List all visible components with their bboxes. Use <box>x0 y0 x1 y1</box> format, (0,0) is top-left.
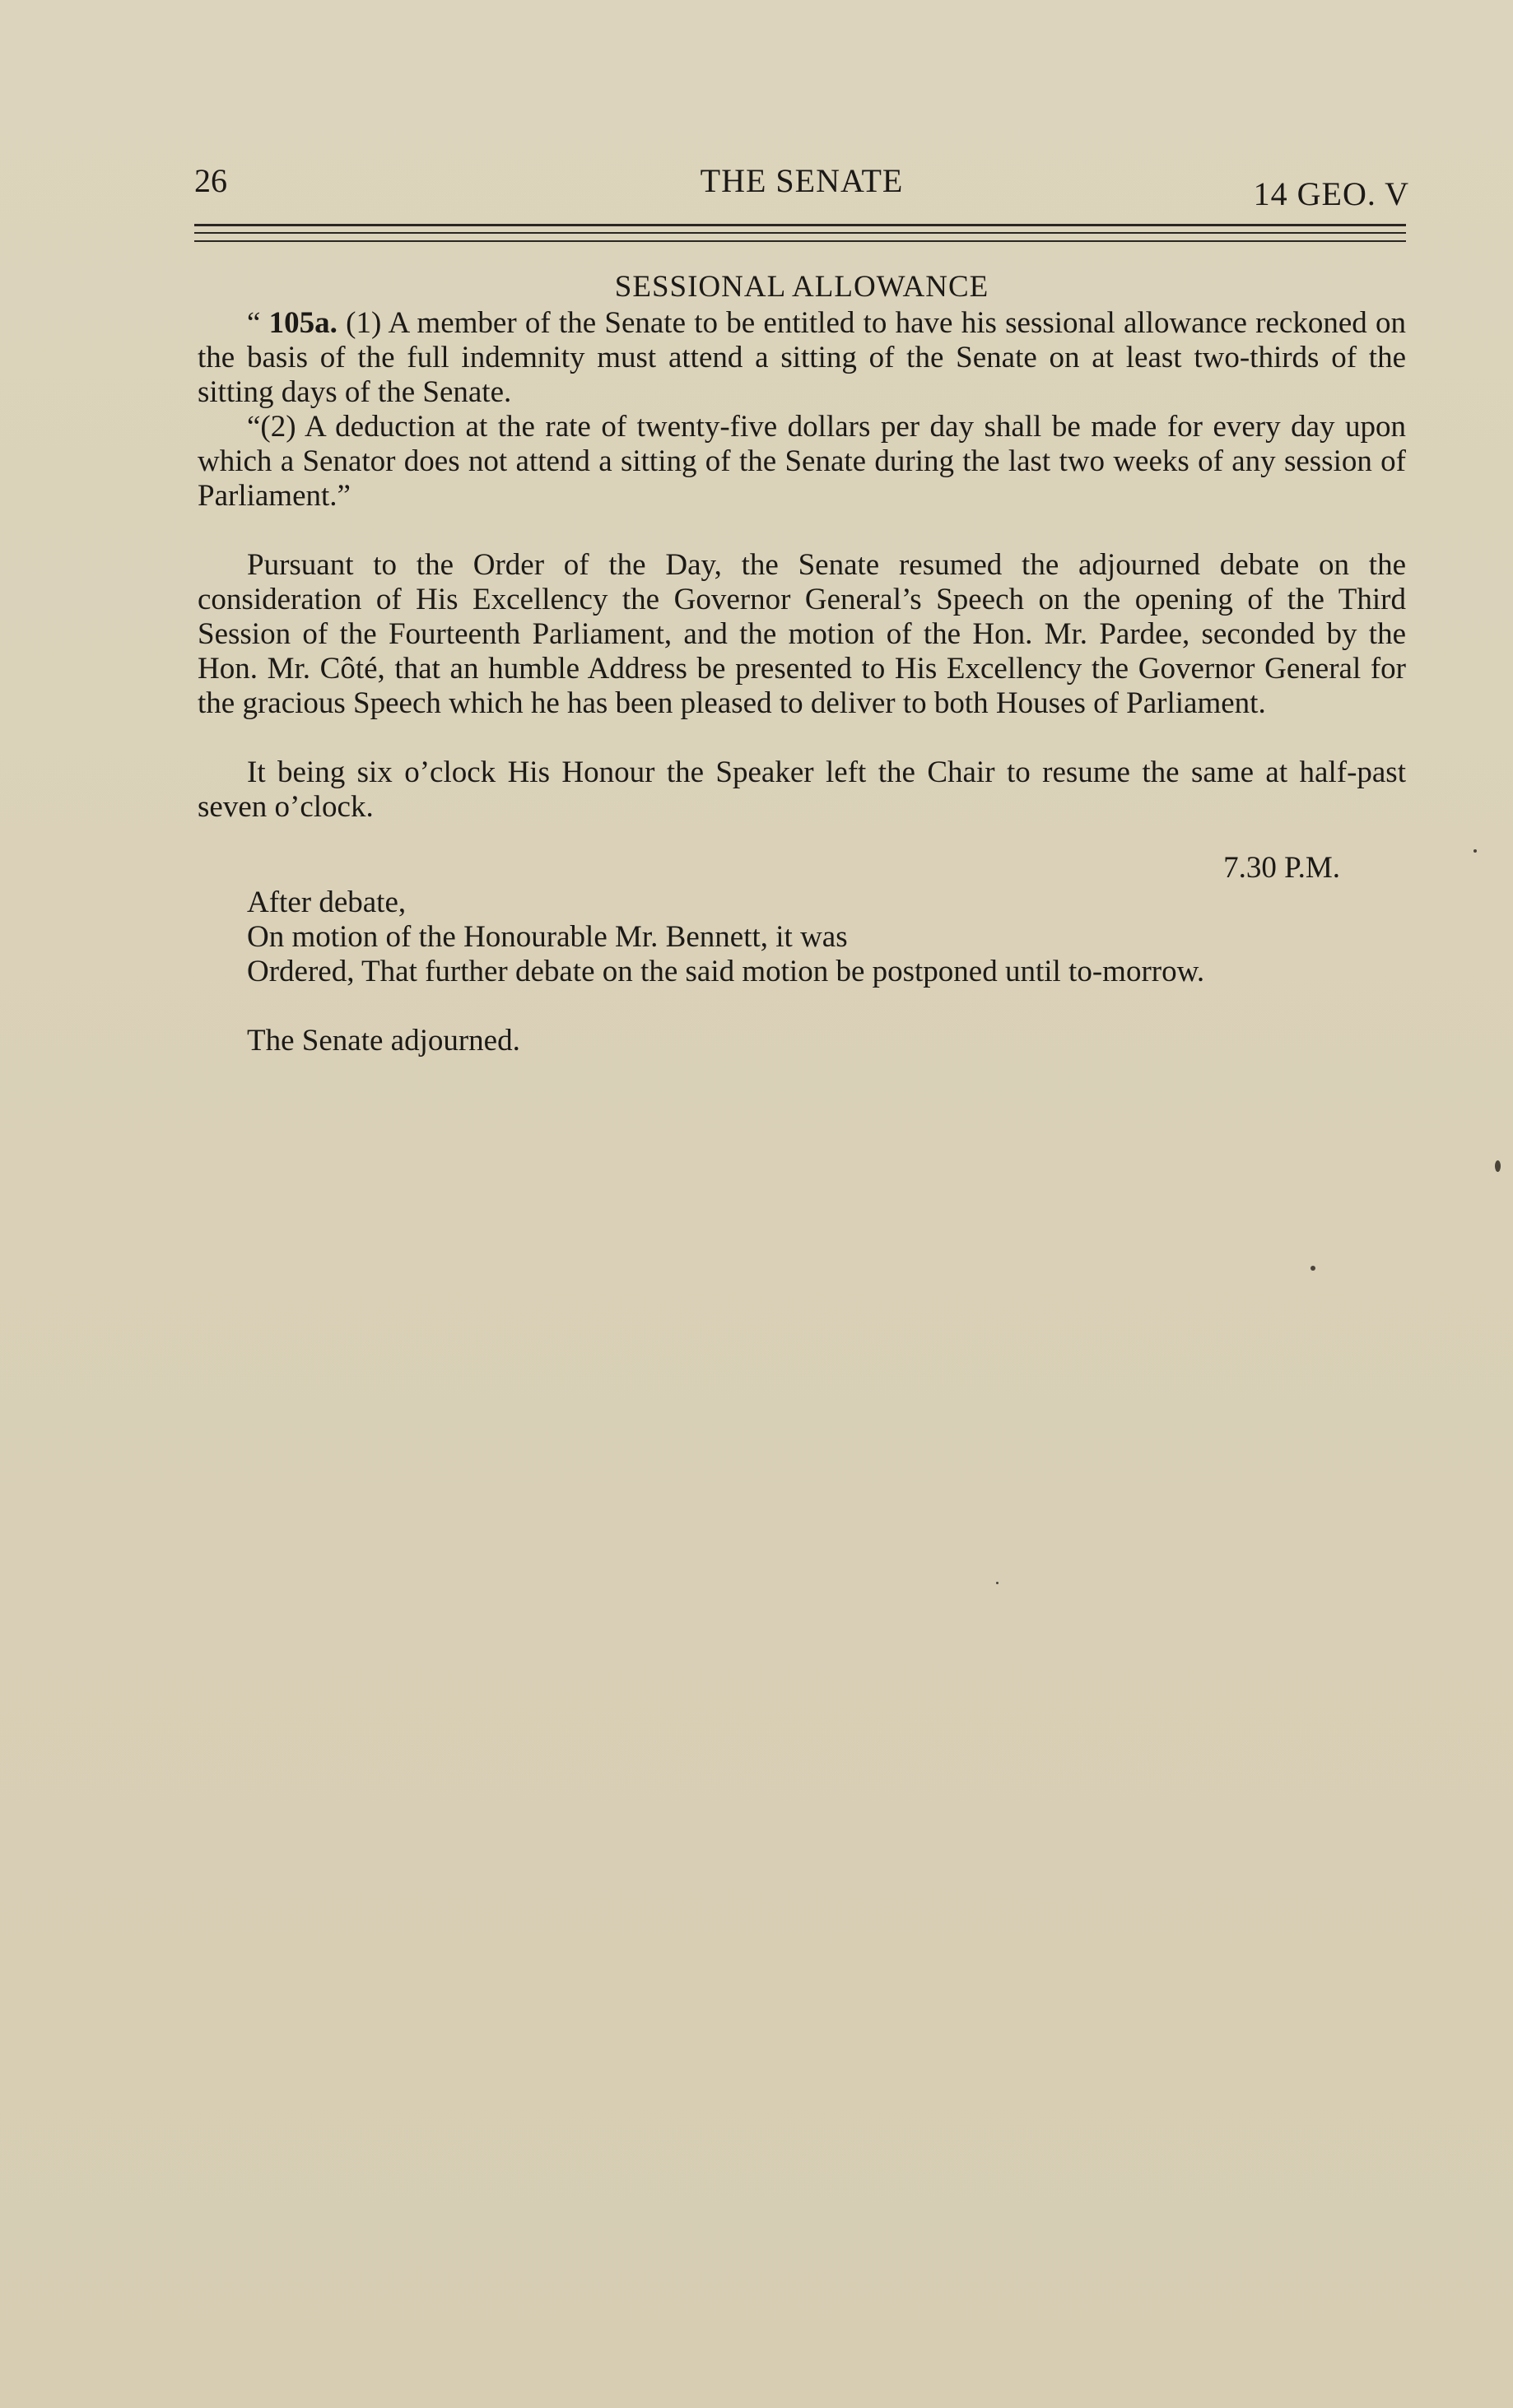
header-rule <box>194 232 1406 234</box>
spacer <box>198 989 1406 1024</box>
page-header <box>194 161 1409 211</box>
paper-speck <box>1310 1266 1315 1271</box>
spacer <box>198 514 1406 548</box>
rule-105a-paragraph-1 <box>198 306 1406 410</box>
quote-mark: “ <box>247 306 269 340</box>
on-motion-line: On motion of the Honourable Mr. Bennett, it was <box>247 920 848 954</box>
page-number: 26 <box>194 162 227 199</box>
journal-body <box>198 270 1406 1058</box>
adjourned-line: The Senate adjourned. <box>247 1024 520 1058</box>
rule-number: 105a. <box>268 306 338 340</box>
header-rule <box>194 224 1406 226</box>
time-stamp: 7.30 P.M. <box>1223 851 1340 885</box>
spacer <box>198 721 1406 755</box>
rule-text: (1) A member of the Senate to be entitled to have his sessional allowance reckoned on the basis of the full indemnity must attend a sitting of the Senate on at least two-thirds of the sitting days of the Senate. <box>198 306 1406 409</box>
paper-speck <box>1495 1160 1501 1172</box>
paper-speck <box>1473 849 1477 853</box>
header-rule <box>194 240 1406 242</box>
section-heading: SESSIONAL ALLOWANCE <box>614 270 989 304</box>
ordered-paragraph: Ordered, That further debate on the said motion be postponed until to-morrow. <box>247 955 1205 988</box>
debate-paragraph: Pursuant to the Order of the Day, the Senate resumed the adjourned debate on the consideration of His Excellency the Governor General’s Speech on the opening of the Third Session of the Fourteenth Parliament, and the motion of the Hon. Mr. Pardee, seconded by the Hon. Mr. Côté, that an humble Address be presented to His Excellency the Governor General for the gracious Speech which he has been pleased to deliver to both Houses of Parliament. <box>198 548 1406 720</box>
after-debate-line: After debate, <box>247 886 407 919</box>
paper-speck <box>996 1582 999 1584</box>
six-oclock-paragraph: It being six o’clock His Honour the Speaker left the Chair to resume the same at half-past seven o’clock. <box>198 755 1406 824</box>
running-title: THE SENATE <box>700 162 904 199</box>
spacer <box>198 825 1406 851</box>
rule-105a-paragraph-2: “(2) A deduction at the rate of twenty-five dollars per day shall be made for every day upon which a Senator does not attend a sitting of the Senate during the last two weeks of any session of Parliament.” <box>198 410 1406 513</box>
regnal-year: 14 GEO. V <box>1253 175 1409 212</box>
